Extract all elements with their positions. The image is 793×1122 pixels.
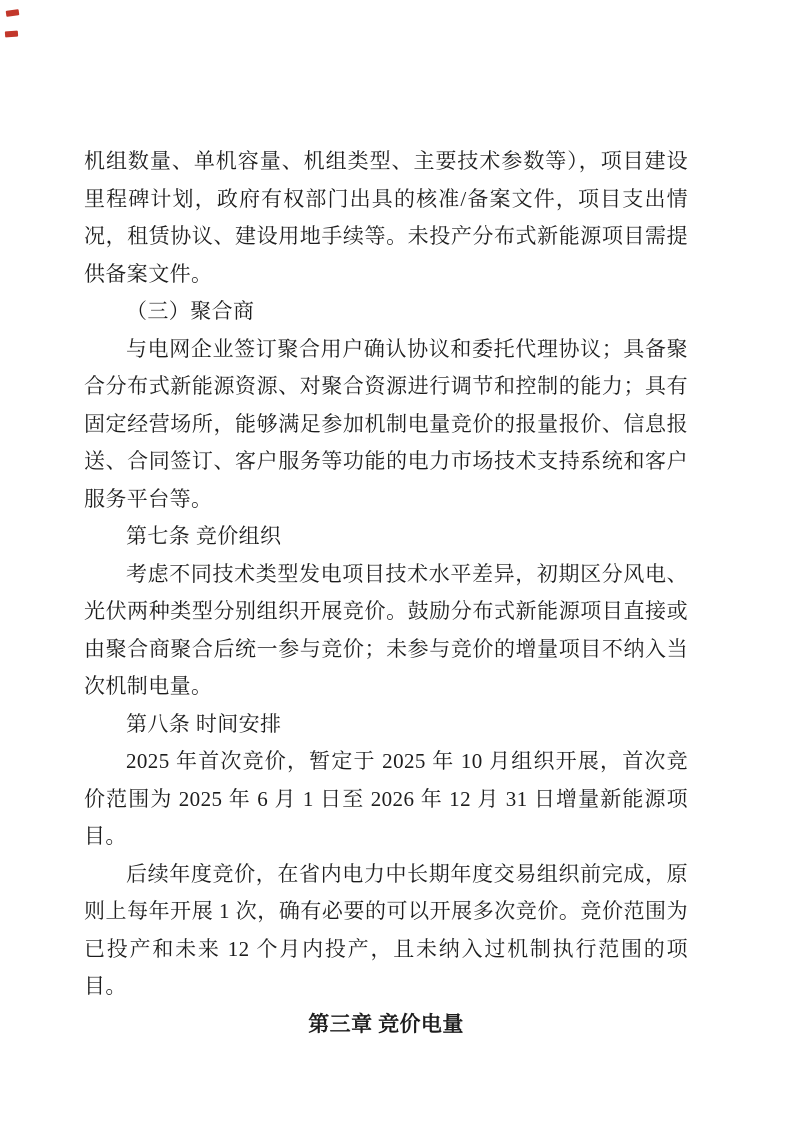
chapter-heading: 第三章 竞价电量 — [308, 1011, 464, 1036]
body-paragraph: 后续年度竞价，在省内电力中长期年度交易组织前完成，原则上每年开展 1 次，确有必要的可以开展多次竞价。竞价范围为已投产和未来 12 个月内投产，且未纳入过机制执行范围的项目。 — [84, 861, 688, 998]
body-paragraph: 2025 年首次竞价，暂定于 2025 年 10 月组织开展，首次竞价范围为 2025 年 6 月 1 日至 2026 年 12 月 31 日增量新能源项目。 — [84, 749, 688, 848]
body-paragraph: 考虑不同技术类型发电项目技术水平差异，初期区分风电、光伏两种类型分别组织开展竞价。鼓励分布式新能源项目直接或由聚合商聚合后统一参与竞价；未参与竞价的增量项目不纳入当次机制电量。 — [84, 561, 688, 698]
red-annotation-mark — [6, 9, 20, 17]
section-subheading: （三）聚合商 — [126, 299, 255, 323]
red-annotation-mark — [5, 31, 18, 38]
document-text-block — [84, 143, 688, 1043]
body-paragraph: 机组数量、单机容量、机组类型、主要技术参数等），项目建设里程碑计划，政府有权部门出具的核准/备案文件，项目支出情况，租赁协议、建设用地手续等。未投产分布式新能源项目需提供备案文件。 — [84, 149, 688, 286]
article-heading: 第八条 时间安排 — [126, 711, 282, 736]
body-paragraph: 与电网企业签订聚合用户确认协议和委托代理协议；具备聚合分布式新能源资源、对聚合资源进行调节和控制的能力；具有固定经营场所，能够满足参加机制电量竞价的报量报价、信息报送、合同签订、客户服务等功能的电力市场技术支持系统和客户服务平台等。 — [84, 336, 688, 511]
article-heading: 第七条 竞价组织 — [126, 524, 282, 548]
